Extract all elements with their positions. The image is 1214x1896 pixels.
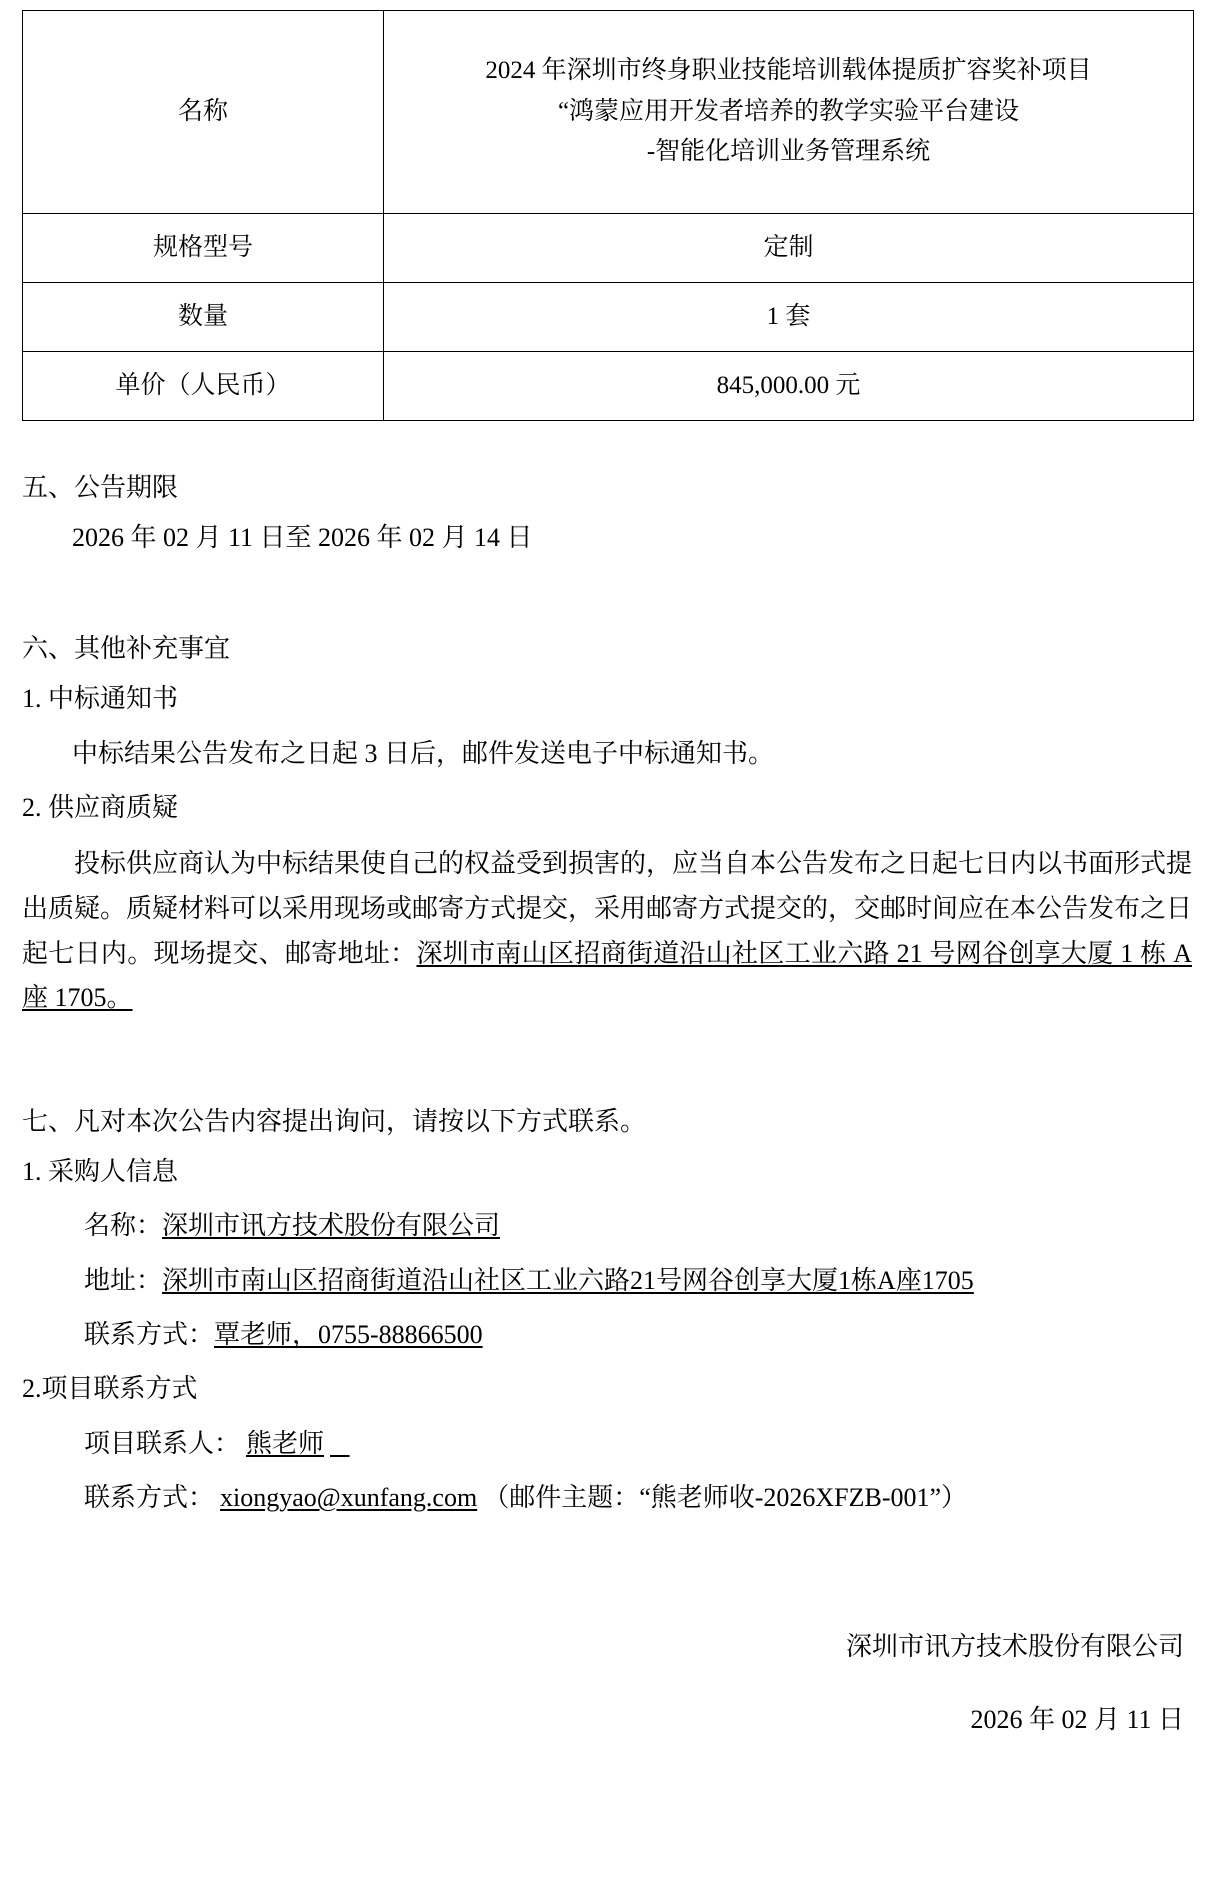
project-email-note: （邮件主题：“熊老师收-2026XFZB-001”） <box>483 1482 968 1512</box>
project-email-label: 联系方式： <box>84 1482 215 1512</box>
section-6-item-2-title: 2. 供应商质疑 <box>22 792 179 822</box>
table-cell-value: 1 套 <box>384 283 1194 352</box>
project-name-line-2: “鸿蒙应用开发者培养的教学实验平台建设 <box>557 97 1020 125</box>
challenge-text: 投标供应商认为中标结果使自己的权益受到损害的，应当自本公告发布之日起七日内以书面形式提出质疑。质疑材料可以采用现场或邮寄方式提交，采用邮寄方式提交的，交邮时间应在本公告发布之日起七日内。现场提交、邮寄地址： <box>22 849 1193 968</box>
buyer-address-row <box>22 1261 1192 1301</box>
project-name-line-3: -智能化培训业务管理系统 <box>646 138 931 166</box>
section-5-heading: 五、公告期限 <box>22 473 179 502</box>
table-row <box>23 214 1194 283</box>
table-cell-value <box>384 11 1194 214</box>
buyer-contact-label: 联系方式： <box>84 1319 215 1349</box>
project-contact-row <box>22 1424 1192 1464</box>
challenge-address: 深圳市南山区招商街道沿山社区工业六路 21 号网谷创享大厦 1 栋 A 座 1705。 <box>22 938 1192 1013</box>
table-cell-label: 数量 <box>23 283 384 352</box>
table-cell-label: 名称 <box>23 11 384 214</box>
project-name-line-1: 2024 年深圳市终身职业技能培训载体提质扩容奖补项目 <box>485 57 1092 85</box>
project-contact-label: 项目联系人： <box>84 1428 241 1458</box>
buyer-name-label: 名称： <box>84 1211 163 1241</box>
section-7-item-1-title: 1. 采购人信息 <box>22 1157 179 1187</box>
buyer-name-value: 深圳市讯方技术股份有限公司 <box>162 1211 501 1241</box>
section-7-item-2-title: 2.项目联系方式 <box>22 1374 198 1404</box>
table-cell-label: 规格型号 <box>23 214 384 283</box>
section-6-item-2-text <box>22 842 1192 1021</box>
buyer-contact-row <box>22 1315 1192 1355</box>
table-row <box>23 11 1194 214</box>
buyer-address-value: 深圳市南山区招商街道沿山社区工业六路21号网谷创享大厦1栋A座1705 <box>162 1265 974 1295</box>
project-email-value: xiongyao@xunfang.com <box>220 1482 478 1512</box>
table-cell-value: 定制 <box>384 214 1194 283</box>
buyer-contact-value: 覃老师，0755-88866500 <box>214 1319 483 1349</box>
buyer-name-row <box>22 1206 1192 1246</box>
footer-company: 深圳市讯方技术股份有限公司 <box>845 1632 1184 1662</box>
section-6-item-1-text: 中标结果公告发布之日起 3 日后，邮件发送电子中标通知书。 <box>72 738 775 768</box>
section-7-heading: 七、凡对本次公告内容提出询问，请按以下方式联系。 <box>22 1107 647 1137</box>
section-6-item-1-title: 1. 中标通知书 <box>22 684 179 714</box>
project-contact-underline-tail <box>330 1429 350 1458</box>
spec-table <box>22 10 1194 421</box>
section-6-heading: 六、其他补充事宜 <box>22 634 231 664</box>
table-cell-value: 845,000.00 元 <box>384 352 1194 421</box>
table-row <box>23 352 1194 421</box>
project-contact-value: 熊老师 <box>246 1428 325 1458</box>
project-email-row <box>22 1478 1192 1518</box>
table-row <box>23 283 1194 352</box>
buyer-address-label: 地址： <box>84 1265 163 1295</box>
table-cell-label: 单价（人民币） <box>23 352 384 421</box>
footer-date: 2026 年 02 月 11 日 <box>970 1704 1184 1734</box>
announcement-period: 2026 年 02 月 11 日至 2026 年 02 月 14 日 <box>72 523 533 552</box>
